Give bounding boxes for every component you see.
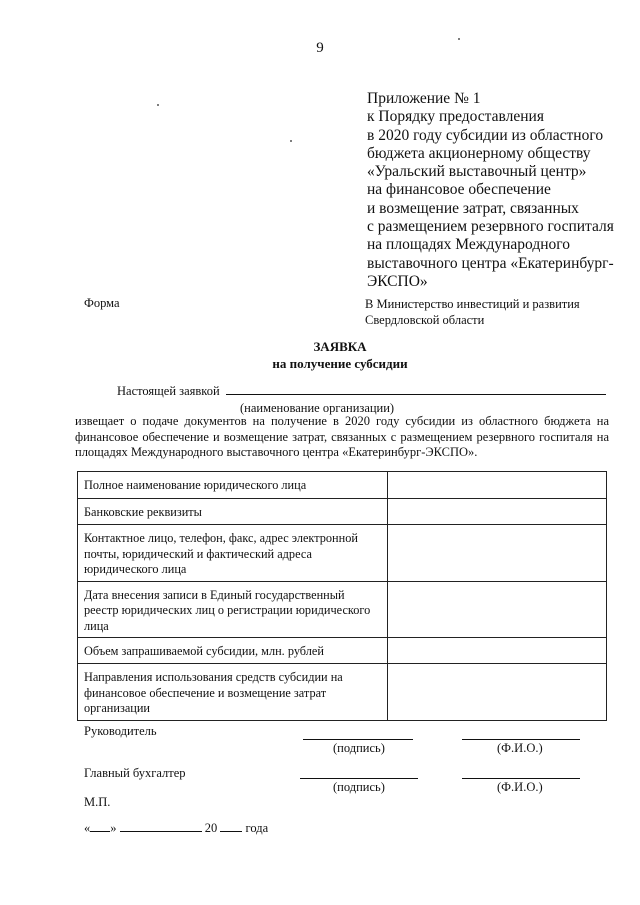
- table-row: [78, 525, 607, 582]
- stamp-label: М.П.: [84, 795, 111, 809]
- appendix-line: ЭКСПО»: [367, 272, 428, 290]
- table-row: [78, 638, 607, 664]
- year-field[interactable]: [220, 821, 242, 832]
- date-open-quote: «: [84, 821, 91, 835]
- accountant-signature-line[interactable]: [300, 778, 418, 779]
- head-signature-line[interactable]: [303, 739, 413, 740]
- accountant-name-caption: (Ф.И.О.): [497, 780, 543, 794]
- field-label: Контактное лицо, телефон, факс, адрес электронной почты, юридический и фактический адреса юридического лица: [78, 525, 388, 582]
- addressee-line-1: В Министерство инвестиций и развития: [365, 297, 580, 311]
- head-signature-caption: (подпись): [333, 741, 385, 755]
- field-value[interactable]: [388, 581, 607, 638]
- document-title: [0, 338, 640, 372]
- field-label: Банковские реквизиты: [78, 499, 388, 525]
- field-label: Полное наименование юридического лица: [78, 472, 388, 499]
- year-suffix: года: [245, 821, 269, 835]
- date-close-quote: »: [110, 821, 117, 835]
- application-fields-table: [77, 471, 607, 721]
- head-name-line[interactable]: [462, 739, 580, 740]
- table-row: [78, 472, 607, 499]
- field-label: Объем запрашиваемой субсидии, млн. рублей: [78, 638, 388, 664]
- field-label: Дата внесения записи в Единый государственный реестр юридических лиц о регистрации юридического лица: [78, 581, 388, 638]
- scan-speck: [458, 38, 460, 40]
- appendix-line: на финансовое обеспечение: [367, 181, 551, 199]
- page-number: 9: [316, 40, 324, 56]
- appendix-line: и возмещение затрат, связанных: [367, 199, 579, 217]
- head-name-caption: (Ф.И.О.): [497, 741, 543, 755]
- addressee-line-2: Свердловской области: [365, 313, 485, 327]
- organization-caption: (наименование организации): [240, 401, 395, 415]
- appendix-line: выставочного центра «Екатеринбург-: [367, 254, 614, 272]
- intro-lead-line: [117, 383, 606, 399]
- appendix-line: «Уральский выставочный центр»: [367, 163, 587, 181]
- accountant-name-line[interactable]: [462, 778, 580, 779]
- title-sub: на получение субсидии: [272, 356, 408, 371]
- field-value[interactable]: [388, 664, 607, 721]
- organization-name-field[interactable]: [226, 383, 606, 395]
- appendix-line: бюджета акционерному обществу: [367, 144, 591, 162]
- month-field[interactable]: [120, 821, 202, 832]
- form-label: Форма: [84, 296, 120, 310]
- year-prefix: 20: [204, 821, 218, 835]
- appendix-line: к Порядку предоставления: [367, 108, 544, 126]
- appendix-block: [367, 90, 637, 291]
- day-field[interactable]: [90, 821, 110, 832]
- scan-speck: [290, 140, 292, 142]
- intro-body: извещает о подаче документов на получение в 2020 году субсидии из областного бюджета на финансовое обеспечение и возмещение затрат, связанных с размещением резервного госпиталя на площадях Международного выставочного центра «Екатеринбург-ЭКСПО».: [75, 414, 609, 459]
- intro-lead: Настоящей заявкой: [117, 384, 220, 398]
- field-value[interactable]: [388, 525, 607, 582]
- title-main: ЗАЯВКА: [313, 339, 367, 354]
- field-value[interactable]: [388, 472, 607, 499]
- appendix-line: в 2020 году субсидии из областного: [367, 126, 604, 144]
- accountant-signature-caption: (подпись): [333, 780, 385, 794]
- table-row: [78, 581, 607, 638]
- appendix-line: с размещением резервного госпиталя: [367, 218, 614, 236]
- table-row: [78, 499, 607, 525]
- addressee: [365, 296, 580, 328]
- table-row: [78, 664, 607, 721]
- field-value[interactable]: [388, 499, 607, 525]
- accountant-label: Главный бухгалтер: [84, 766, 186, 780]
- scan-speck: [157, 104, 159, 106]
- appendix-line: на площадях Международного: [367, 236, 570, 254]
- appendix-line: Приложение № 1: [367, 90, 481, 107]
- date-line: [84, 821, 268, 836]
- field-value[interactable]: [388, 638, 607, 664]
- field-label: Направления использования средств субсидии на финансовое обеспечение и возмещение затрат организации: [78, 664, 388, 721]
- head-label: Руководитель: [84, 724, 157, 738]
